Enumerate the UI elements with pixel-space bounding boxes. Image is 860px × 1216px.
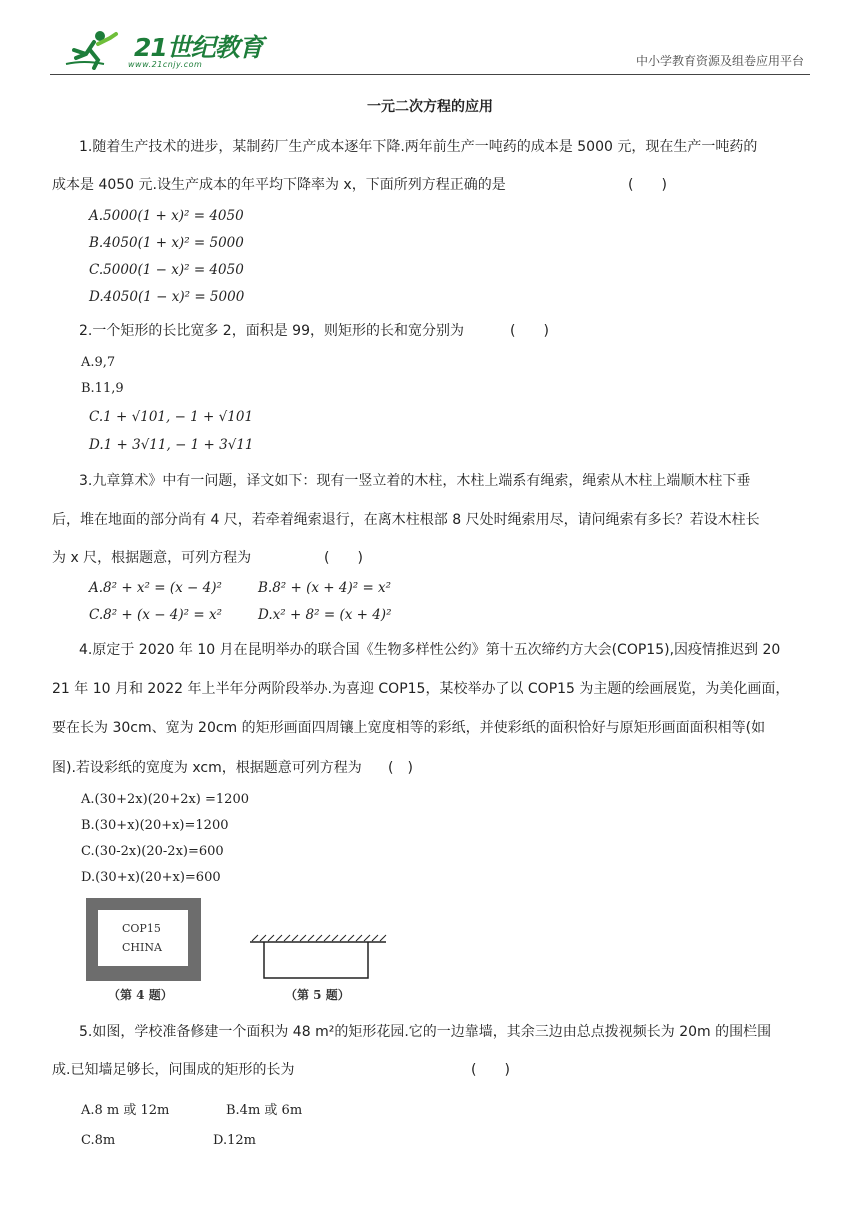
q5-option-c: C.8m (81, 1133, 116, 1148)
q3-option-b: B.8² + (x + 4)² = x² (258, 580, 392, 596)
brand-logo (64, 28, 264, 72)
logo-text: 21世纪教育 (134, 33, 263, 62)
q2-option-b: B.11,9 (81, 381, 124, 396)
q2-option-a: A.9,7 (81, 355, 116, 370)
q3-option-c: C.8² + (x − 4)² = x² (89, 607, 222, 623)
q1-text-line2: 成本是 4050 元.设生产成本的年平均下降率为 x，下面所列方程正确的是 (52, 177, 506, 193)
q4-option-c: C.(30-2x)(20-2x)=600 (81, 844, 224, 859)
q3-text-line2: 后，堆在地面的部分尚有 4 尺，若牵着绳索退行，在离木柱根部 8 尺处时绳索用尽，请问绳索有多长？若设木柱长 (52, 512, 760, 528)
figure-4-caption: （第 4 题） (108, 988, 173, 1002)
q5-text-line2: 成.已知墙足够长，问围成的矩形的长为 (52, 1062, 295, 1078)
figure-4-label-cop15: COP15 (122, 922, 161, 935)
q4-answer-paren: ( ) (388, 760, 413, 776)
figure-4-canvas (98, 910, 188, 966)
figure-4-painting (86, 898, 201, 981)
page-header (50, 22, 810, 75)
q3-answer-paren: ( ) (324, 550, 363, 566)
q1-answer-paren: ( ) (628, 177, 667, 193)
q4-text-line1: 4.原定于 2020 年 10 月在昆明举办的联合国《生物多样性公约》第十五次缔约方大会(COP15),因疫情推迟到 20 (79, 642, 781, 658)
platform-name: 中小学教育资源及组卷应用平台 (635, 54, 804, 68)
q5-option-a: A.8 m 或 12m (81, 1103, 170, 1118)
q1-option-b: B.4050(1 + x)² = 5000 (89, 235, 244, 251)
q4-option-d: D.(30+x)(20+x)=600 (81, 870, 221, 885)
q1-text-line1: 1.随着生产技术的进步，某制药厂生产成本逐年下降.两年前生产一吨药的成本是 5000 元，现在生产一吨药的 (79, 139, 758, 155)
q2-option-c: C.1 + √101, − 1 + √101 (89, 409, 254, 425)
q2-text-line1: 2.一个矩形的长比宽多 2，面积是 99，则矩形的长和宽分别为 (79, 323, 464, 339)
q3-option-d: D.x² + 8² = (x + 4)² (258, 607, 392, 623)
q1-option-d: D.4050(1 − x)² = 5000 (89, 289, 245, 305)
q2-answer-paren: ( ) (510, 323, 549, 339)
q3-text-line3: 为 x 尺，根据题意，可列方程为 (52, 550, 252, 566)
q4-option-b: B.(30+x)(20+x)=1200 (81, 818, 229, 833)
page-title: 一元二次方程的应用 (367, 99, 493, 115)
q5-answer-paren: ( ) (471, 1062, 510, 1078)
figure-4-label-china: CHINA (122, 941, 162, 954)
q4-text-line3: 要在长为 30cm、宽为 20cm 的矩形画面四周镶上宽度相等的彩纸，并使彩纸的面积恰好与原矩形画面面积相等(如 (52, 720, 766, 736)
runner-icon (64, 30, 124, 70)
q3-option-a: A.8² + x² = (x − 4)² (89, 580, 222, 596)
q4-text-line4: 图).若设彩纸的宽度为 xcm，根据题意可列方程为 (52, 760, 362, 776)
q1-option-c: C.5000(1 − x)² = 4050 (89, 262, 244, 278)
q5-option-b: B.4m 或 6m (226, 1103, 303, 1118)
q1-option-a: A.5000(1 + x)² = 4050 (89, 208, 244, 224)
q4-option-a: A.(30+2x)(20+2x) =1200 (81, 792, 249, 807)
q2-option-d: D.1 + 3√11, − 1 + 3√11 (89, 437, 254, 453)
q3-text-line1: 3.九章算术》中有一问题，译文如下：现有一竖立着的木柱，木柱上端系有绳索，绳索从木柱上端顺木柱下垂 (79, 473, 751, 489)
q5-text-line1: 5.如图，学校准备修建一个面积为 48 m²的矩形花园.它的一边靠墙，其余三边由总点拨视频长为 20m 的围栏围 (79, 1024, 772, 1040)
q5-option-d: D.12m (213, 1133, 256, 1148)
q4-text-line2: 21 年 10 月和 2022 年上半年分两阶段举办.为喜迎 COP15，某校举办了以 COP15 为主题的绘画展览，为美化画面， (52, 681, 790, 697)
figure-5-garden (248, 932, 388, 982)
figure-5-caption: （第 5 题） (285, 988, 350, 1002)
logo-url: www.21cnjy.com (128, 60, 203, 69)
